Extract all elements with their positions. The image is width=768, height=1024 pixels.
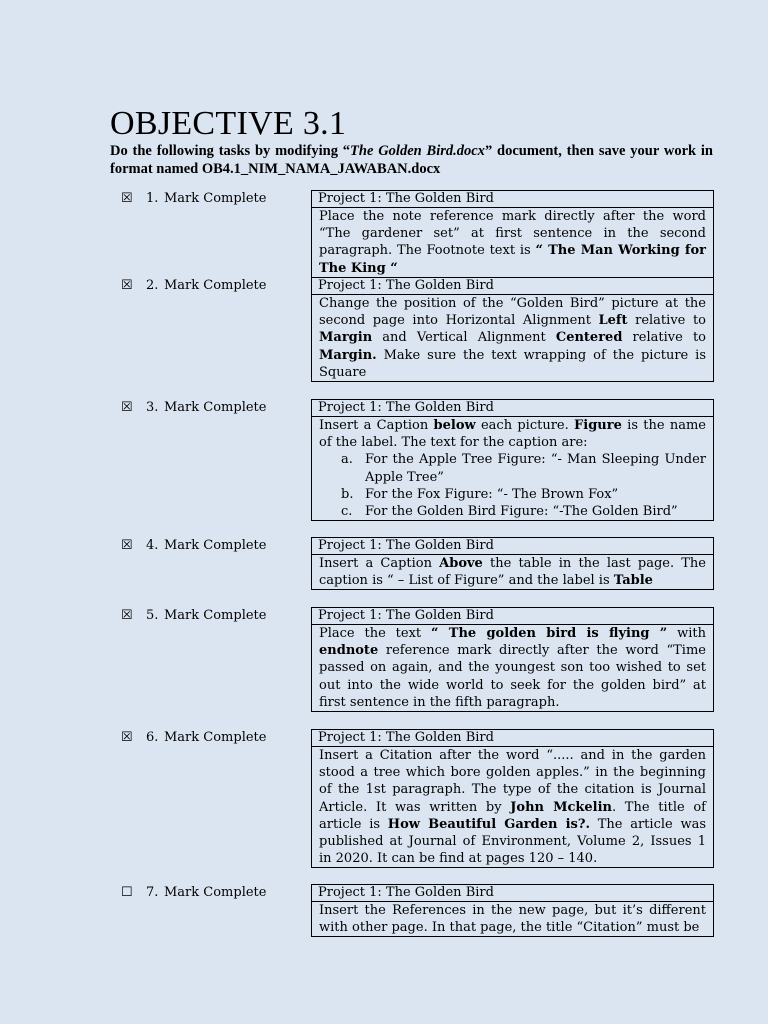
task-2-text-i: Make sure the text wrapping of the picture is Square <box>319 347 706 380</box>
task-1-mark <box>121 190 266 207</box>
task-1-number: 1. <box>146 191 159 206</box>
list-item-text: For the Golden Bird Figure: “-The Golden Bird” <box>365 504 678 520</box>
task-5-text-a: Place the text <box>319 626 432 641</box>
task-4-box <box>311 537 714 590</box>
task-3-body <box>312 417 713 520</box>
task-6-text-c: . The title of article is <box>319 799 706 832</box>
task-5-box <box>311 607 714 712</box>
task-5-mark-label: Mark Complete <box>164 608 267 623</box>
task-1-header: Project 1: The Golden Bird <box>312 191 713 208</box>
task-3-number: 3. <box>146 400 159 415</box>
task-7-text: Insert the References in the new page, but it’s different with other page. In that page, the title “Citation” must be <box>319 903 706 936</box>
task-6-mark <box>121 729 266 746</box>
list-item-letter: b. <box>341 486 354 502</box>
task-5-quote: “ The golden bird is flying ” <box>431 626 668 641</box>
task-5-header: Project 1: The Golden Bird <box>312 608 713 625</box>
task-7-mark <box>121 884 266 901</box>
task-3-header: Project 1: The Golden Bird <box>312 400 713 417</box>
task-2-box <box>311 277 714 382</box>
task-3-caption-list <box>319 451 706 520</box>
task-6-author: John Mckelin <box>510 799 612 815</box>
list-item <box>319 451 706 485</box>
task-6-header: Project 1: The Golden Bird <box>312 730 713 747</box>
task-2-number: 2. <box>146 278 159 293</box>
task-2-body <box>312 295 713 381</box>
task-2-header: Project 1: The Golden Bird <box>312 278 713 295</box>
task-6-text-e: The article was published at Journal of Environment, Volume 2, Issues 1 in 2020. It can be find at pages 120 – 140. <box>319 816 706 867</box>
task-4-mark <box>121 537 266 554</box>
task-3-text-e: is the name of the label. The text for the caption are: <box>319 418 706 451</box>
task-4-mark-label: Mark Complete <box>164 538 267 553</box>
task-1-footnote-text: “ The Man Working for The King “ <box>319 243 706 276</box>
task-3-mark-label: Mark Complete <box>164 400 267 415</box>
intro-text-end: ” document, then save your work in format named OB4.1_NIM_NAMA_JAWABAN.docx <box>110 143 713 177</box>
task-7-checkbox[interactable]: ☐ <box>121 885 133 900</box>
task-3-box <box>311 399 714 521</box>
task-4-text-a: Insert a Caption <box>319 556 440 571</box>
task-6-article-title: How Beautiful Garden is?. <box>387 816 590 832</box>
task-3-figure: Figure <box>574 418 622 433</box>
task-7-number: 7. <box>146 885 159 900</box>
list-item-text: For the Apple Tree Figure: “- Man Sleeping Under Apple Tree” <box>365 452 706 485</box>
task-5-number: 5. <box>146 608 159 623</box>
task-2-text-a: Change the position of the “Golden Bird” picture at the second page into Horizontal Alignment <box>319 296 706 329</box>
list-item-letter: c. <box>341 504 353 520</box>
task-2-text-e: and Vertical Alignment <box>372 330 556 346</box>
task-4-text-c: the table in the last page. The caption is “ – List of Figure” and the label is <box>319 556 706 589</box>
task-5-text-e: reference mark directly after the word “Time passed on again, and the youngest son too wished to set out into the wide world to seek for the golden bird” at first sentence in the fifth paragraph. <box>319 643 706 710</box>
task-6-text-a: Insert a Citation after the word “..... and in the garden stood a tree which bore golden apples.” in the beginning of the 1st paragraph. The type of the citation is Journal Article. It was written by <box>319 748 706 815</box>
task-3-text-c: each picture. <box>475 418 575 433</box>
task-2-centered: Centered <box>555 330 623 346</box>
task-2-left: Left <box>598 313 628 329</box>
task-3-mark <box>121 399 266 416</box>
task-2-mark-label: Mark Complete <box>164 278 267 293</box>
intro-filename: The Golden Bird.docx <box>350 143 485 159</box>
task-6-box <box>311 729 714 868</box>
task-2-margin: Margin <box>319 330 373 346</box>
list-item-letter: a. <box>341 452 353 468</box>
task-5-endnote: endnote <box>319 643 379 659</box>
list-item-text: For the Fox Figure: “- The Brown Fox” <box>365 486 619 502</box>
task-1-box <box>311 190 714 278</box>
task-1-body <box>312 208 713 277</box>
task-5-text-c: with <box>667 626 706 641</box>
task-5-body <box>312 625 713 711</box>
task-2-mark <box>121 277 266 294</box>
task-4-above: Above <box>439 556 483 571</box>
task-1-text: Place the note reference mark directly after the word “The gardener set” at first sentence in the second paragraph. The Footnote text is <box>319 209 706 259</box>
page-title: OBJECTIVE 3.1 <box>110 105 347 142</box>
task-6-mark-label: Mark Complete <box>164 730 267 745</box>
task-4-number: 4. <box>146 538 159 553</box>
task-7-box <box>311 884 714 937</box>
task-7-body <box>312 902 713 936</box>
task-6-checkbox[interactable]: ☒ <box>121 730 133 745</box>
task-2-text-c: relative to <box>627 313 706 329</box>
task-1-mark-label: Mark Complete <box>164 191 267 206</box>
task-6-body <box>312 747 713 867</box>
task-1-checkbox[interactable]: ☒ <box>121 191 133 206</box>
task-3-below: below <box>433 418 476 433</box>
task-3-text-a: Insert a Caption <box>319 418 434 433</box>
task-2-checkbox[interactable]: ☒ <box>121 278 133 293</box>
list-item <box>319 503 706 520</box>
task-4-checkbox[interactable]: ☒ <box>121 538 133 553</box>
task-6-number: 6. <box>146 730 159 745</box>
instructions-paragraph <box>110 142 713 178</box>
task-7-header: Project 1: The Golden Bird <box>312 885 713 902</box>
list-item <box>319 486 706 503</box>
task-3-checkbox[interactable]: ☒ <box>121 400 133 415</box>
task-4-body <box>312 555 713 589</box>
task-5-checkbox[interactable]: ☒ <box>121 608 133 623</box>
task-4-header: Project 1: The Golden Bird <box>312 538 713 555</box>
intro-text-start: Do the following tasks by modifying “ <box>110 143 351 159</box>
task-2-text-g: relative to <box>622 330 706 346</box>
task-3-intro <box>319 417 706 451</box>
task-5-mark <box>121 607 266 624</box>
task-2-margin-2: Margin. <box>319 347 377 363</box>
task-4-table: Table <box>613 573 653 589</box>
task-7-mark-label: Mark Complete <box>164 885 267 900</box>
